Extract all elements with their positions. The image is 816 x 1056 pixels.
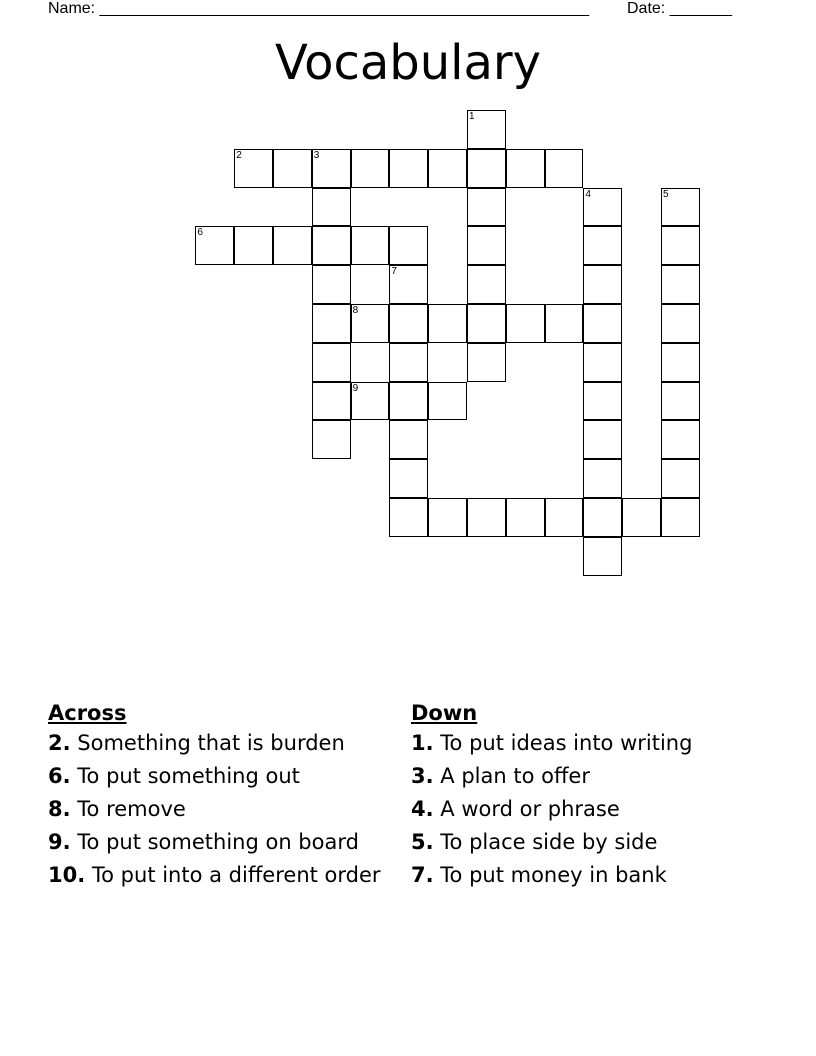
clue-text: To remove <box>77 797 186 821</box>
clue-number: 8. <box>48 797 71 821</box>
crossword-cell[interactable] <box>583 265 622 304</box>
crossword-cell[interactable] <box>389 149 428 188</box>
crossword-cell[interactable] <box>312 420 351 459</box>
crossword-cell[interactable] <box>389 265 428 304</box>
clue-number-label: 2 <box>236 149 242 161</box>
clue-text: To place side by side <box>440 830 658 854</box>
clue-number-label: 1 <box>469 111 475 122</box>
crossword-cell[interactable] <box>312 149 351 188</box>
crossword-cell[interactable] <box>428 304 467 343</box>
clue-text: To put something out <box>77 764 300 788</box>
crossword-cell[interactable] <box>389 498 428 537</box>
page-title: Vocabulary <box>274 35 542 91</box>
crossword-cell[interactable] <box>234 226 273 265</box>
clue-down-4 <box>411 798 771 821</box>
crossword-cell[interactable] <box>661 459 700 498</box>
name-field-label: Name: _______________________________________________________ <box>48 0 589 17</box>
across-heading: Across <box>48 701 127 725</box>
crossword-cell[interactable] <box>389 343 428 382</box>
crossword-cell[interactable] <box>545 498 584 537</box>
clue-across-8 <box>48 798 388 821</box>
clue-down-1 <box>411 732 771 755</box>
crossword-cell[interactable] <box>389 304 428 343</box>
date-field-label: Date: _______ <box>627 0 732 17</box>
clue-down-7 <box>411 864 771 887</box>
crossword-cell[interactable] <box>351 226 390 265</box>
crossword-cell[interactable] <box>661 498 700 537</box>
clue-number: 2. <box>48 731 71 755</box>
clue-number: 3. <box>411 764 434 788</box>
crossword-cell[interactable] <box>428 149 467 188</box>
crossword-cell[interactable] <box>583 459 622 498</box>
crossword-cell[interactable] <box>312 343 351 382</box>
clue-number: 4. <box>411 797 434 821</box>
clue-text: To put into a different order <box>91 863 381 887</box>
crossword-cell[interactable] <box>273 149 312 188</box>
crossword-cell[interactable] <box>661 382 700 421</box>
clue-number: 5. <box>411 830 434 854</box>
crossword-cell[interactable] <box>351 149 390 188</box>
clue-text: To put something on board <box>77 830 359 854</box>
clue-number-label: 5 <box>663 188 669 200</box>
crossword-cell[interactable] <box>467 110 506 149</box>
clue-number: 9. <box>48 830 71 854</box>
crossword-cell[interactable] <box>583 226 622 265</box>
crossword-cell[interactable] <box>389 459 428 498</box>
crossword-cell[interactable] <box>234 149 273 188</box>
clue-number-label: 4 <box>585 188 591 200</box>
crossword-cell[interactable] <box>389 226 428 265</box>
clue-text: To put money in bank <box>440 863 667 887</box>
crossword-cell[interactable] <box>545 304 584 343</box>
clue-down-3 <box>411 765 771 788</box>
clue-text: A plan to offer <box>440 764 590 788</box>
crossword-cell[interactable] <box>661 420 700 459</box>
down-heading: Down <box>411 701 478 725</box>
clue-across-6 <box>48 765 388 788</box>
crossword-cell[interactable] <box>467 149 506 188</box>
crossword-cell[interactable] <box>583 420 622 459</box>
clue-number: 10. <box>48 863 86 887</box>
crossword-cell[interactable] <box>583 537 622 576</box>
clue-across-9 <box>48 831 388 854</box>
crossword-cell[interactable] <box>312 265 351 304</box>
crossword-cell[interactable] <box>545 149 584 188</box>
clue-number: 1. <box>411 731 434 755</box>
crossword-cell[interactable] <box>467 498 506 537</box>
crossword-cell[interactable] <box>622 498 661 537</box>
crossword-cell[interactable] <box>312 188 351 227</box>
crossword-cell[interactable] <box>467 188 506 227</box>
down-clues <box>411 702 771 897</box>
crossword-cell[interactable] <box>467 226 506 265</box>
clue-text: A word or phrase <box>440 797 620 821</box>
crossword-cell[interactable] <box>506 149 545 188</box>
crossword-cell[interactable] <box>583 304 622 343</box>
crossword-cell[interactable] <box>661 226 700 265</box>
clue-number-label: 7 <box>391 266 397 278</box>
clue-number: 6. <box>48 764 71 788</box>
crossword-cell[interactable] <box>312 304 351 343</box>
crossword-cell[interactable] <box>661 265 700 304</box>
clue-number: 7. <box>411 863 434 887</box>
crossword-cell[interactable] <box>506 304 545 343</box>
crossword-cell[interactable] <box>389 420 428 459</box>
crossword-cell[interactable] <box>583 343 622 382</box>
clue-number-label: 8 <box>352 305 359 316</box>
clue-number-label: 3 <box>313 149 320 161</box>
clue-number-label: 6 <box>197 227 203 239</box>
crossword-cell[interactable] <box>506 498 545 537</box>
crossword-cell[interactable] <box>351 304 390 343</box>
crossword-cell[interactable] <box>389 382 428 421</box>
crossword-cell[interactable] <box>467 265 506 304</box>
crossword-cell[interactable] <box>661 343 700 382</box>
crossword-cell[interactable] <box>312 382 351 421</box>
clue-number-label: 9 <box>352 382 359 394</box>
clue-across-2 <box>48 732 388 755</box>
crossword-cell[interactable] <box>195 226 234 265</box>
crossword-cell[interactable] <box>661 188 700 227</box>
crossword-cell[interactable] <box>467 343 506 382</box>
crossword-cell[interactable] <box>428 382 467 421</box>
crossword-cell[interactable] <box>583 382 622 421</box>
clue-down-5 <box>411 831 771 854</box>
crossword-cell[interactable] <box>428 498 467 537</box>
clue-text: To put ideas into writing <box>440 731 693 755</box>
across-clues <box>48 702 388 897</box>
crossword-cell[interactable] <box>467 304 506 343</box>
crossword-cell[interactable] <box>583 498 622 537</box>
crossword-cell[interactable] <box>351 382 390 421</box>
clue-text: Something that is burden <box>77 731 345 755</box>
crossword-cell[interactable] <box>661 304 700 343</box>
crossword-cell[interactable] <box>583 188 622 227</box>
crossword-cell[interactable] <box>273 226 312 265</box>
crossword-cell[interactable] <box>312 226 351 265</box>
clue-across-10 <box>48 864 388 887</box>
